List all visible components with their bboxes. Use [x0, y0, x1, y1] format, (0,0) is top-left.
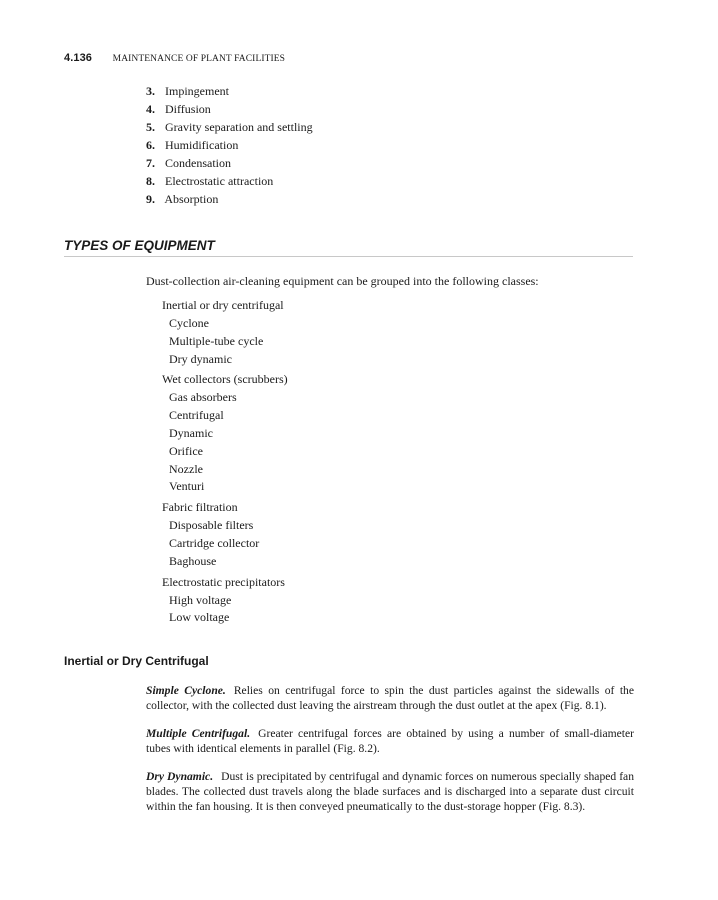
paragraph [146, 770, 634, 814]
class-item: Cartridge collector [169, 535, 260, 550]
paragraph-term: Multiple Centrifugal. [146, 727, 251, 741]
class-name: Fabric filtration [162, 500, 238, 515]
list-text: Condensation [165, 156, 231, 170]
class-item: Gas absorbers [169, 390, 237, 405]
paragraph-text: Relies on centrifugal force to spin the dust particles against the sidewalls of the collector, with the collected dust leaving the airstream through the dust outlet at the apex (Fig. 8.1). [146, 684, 634, 712]
page-number: 4.136 [64, 52, 93, 64]
list-text: Impingement [165, 84, 229, 98]
list-text: Gravity separation and settling [165, 120, 313, 134]
list-number: 3. [146, 84, 155, 98]
class-item: Cyclone [169, 316, 209, 330]
list-text: Diffusion [165, 102, 211, 116]
class-item: Disposable filters [169, 518, 254, 533]
list-number: 8. [146, 174, 155, 188]
class-item: Orifice [169, 443, 203, 458]
class-name: Inertial or dry centrifugal [162, 298, 284, 312]
list-item [146, 154, 313, 172]
section-heading: TYPES OF EQUIPMENT [64, 238, 633, 257]
paragraph-text: Greater centrifugal forces are obtained by using a number of small-diameter tubes with identical elements in parallel (Fig. 8.2). [146, 727, 634, 755]
class-item: Multiple-tube cycle [169, 333, 264, 348]
list-number: 4. [146, 102, 155, 116]
paragraph [146, 684, 634, 713]
list-text: Electrostatic attraction [165, 174, 274, 188]
list-text: Humidification [165, 138, 239, 152]
running-title: MAINTENANCE OF PLANT FACILITIES [112, 54, 286, 64]
list-item [146, 118, 313, 136]
class-name: Wet collectors (scrubbers) [162, 372, 288, 387]
list-item [146, 190, 313, 208]
list-text: Absorption [164, 192, 219, 206]
class-item: Venturi [169, 479, 205, 494]
section-intro: Dust-collection air-cleaning equipment can be grouped into the following classes: [146, 274, 539, 288]
subsection-heading: Inertial or Dry Centrifugal [64, 654, 209, 668]
equipment-class [162, 370, 288, 496]
class-item: Nozzle [169, 461, 203, 476]
list-item [146, 172, 313, 190]
class-item: High voltage [169, 592, 232, 607]
paragraph-term: Simple Cyclone. [146, 684, 226, 697]
list-item [146, 82, 313, 100]
equipment-class [162, 573, 288, 628]
list-number: 9. [146, 192, 155, 206]
class-item: Low voltage [169, 610, 230, 625]
mechanism-list [146, 82, 313, 208]
paragraph-term: Dry Dynamic. [146, 770, 214, 784]
class-item: Dynamic [169, 425, 213, 440]
class-item: Dry dynamic [169, 351, 232, 366]
paragraph [146, 727, 634, 756]
list-item [146, 100, 313, 118]
class-item: Centrifugal [169, 408, 224, 423]
list-number: 5. [146, 120, 155, 134]
class-item: Baghouse [169, 553, 217, 568]
list-item [146, 136, 313, 154]
equipment-classes [162, 296, 288, 629]
list-number: 6. [146, 138, 155, 152]
paragraph-text: Dust is precipitated by centrifugal and dynamic forces on numerous specially shaped fan blades. The collected dust travels along the blade surfaces and is discharged into a separate dust circuit within the fan housing. It is then conveyed pneumatically to the dust-storage hopper (Fig. 8.3). [146, 770, 634, 813]
class-name: Electrostatic precipitators [162, 574, 285, 589]
equipment-class [162, 498, 288, 570]
equipment-class [162, 296, 288, 368]
list-number: 7. [146, 156, 155, 170]
page-header [64, 52, 285, 64]
subsection-body [146, 684, 634, 828]
